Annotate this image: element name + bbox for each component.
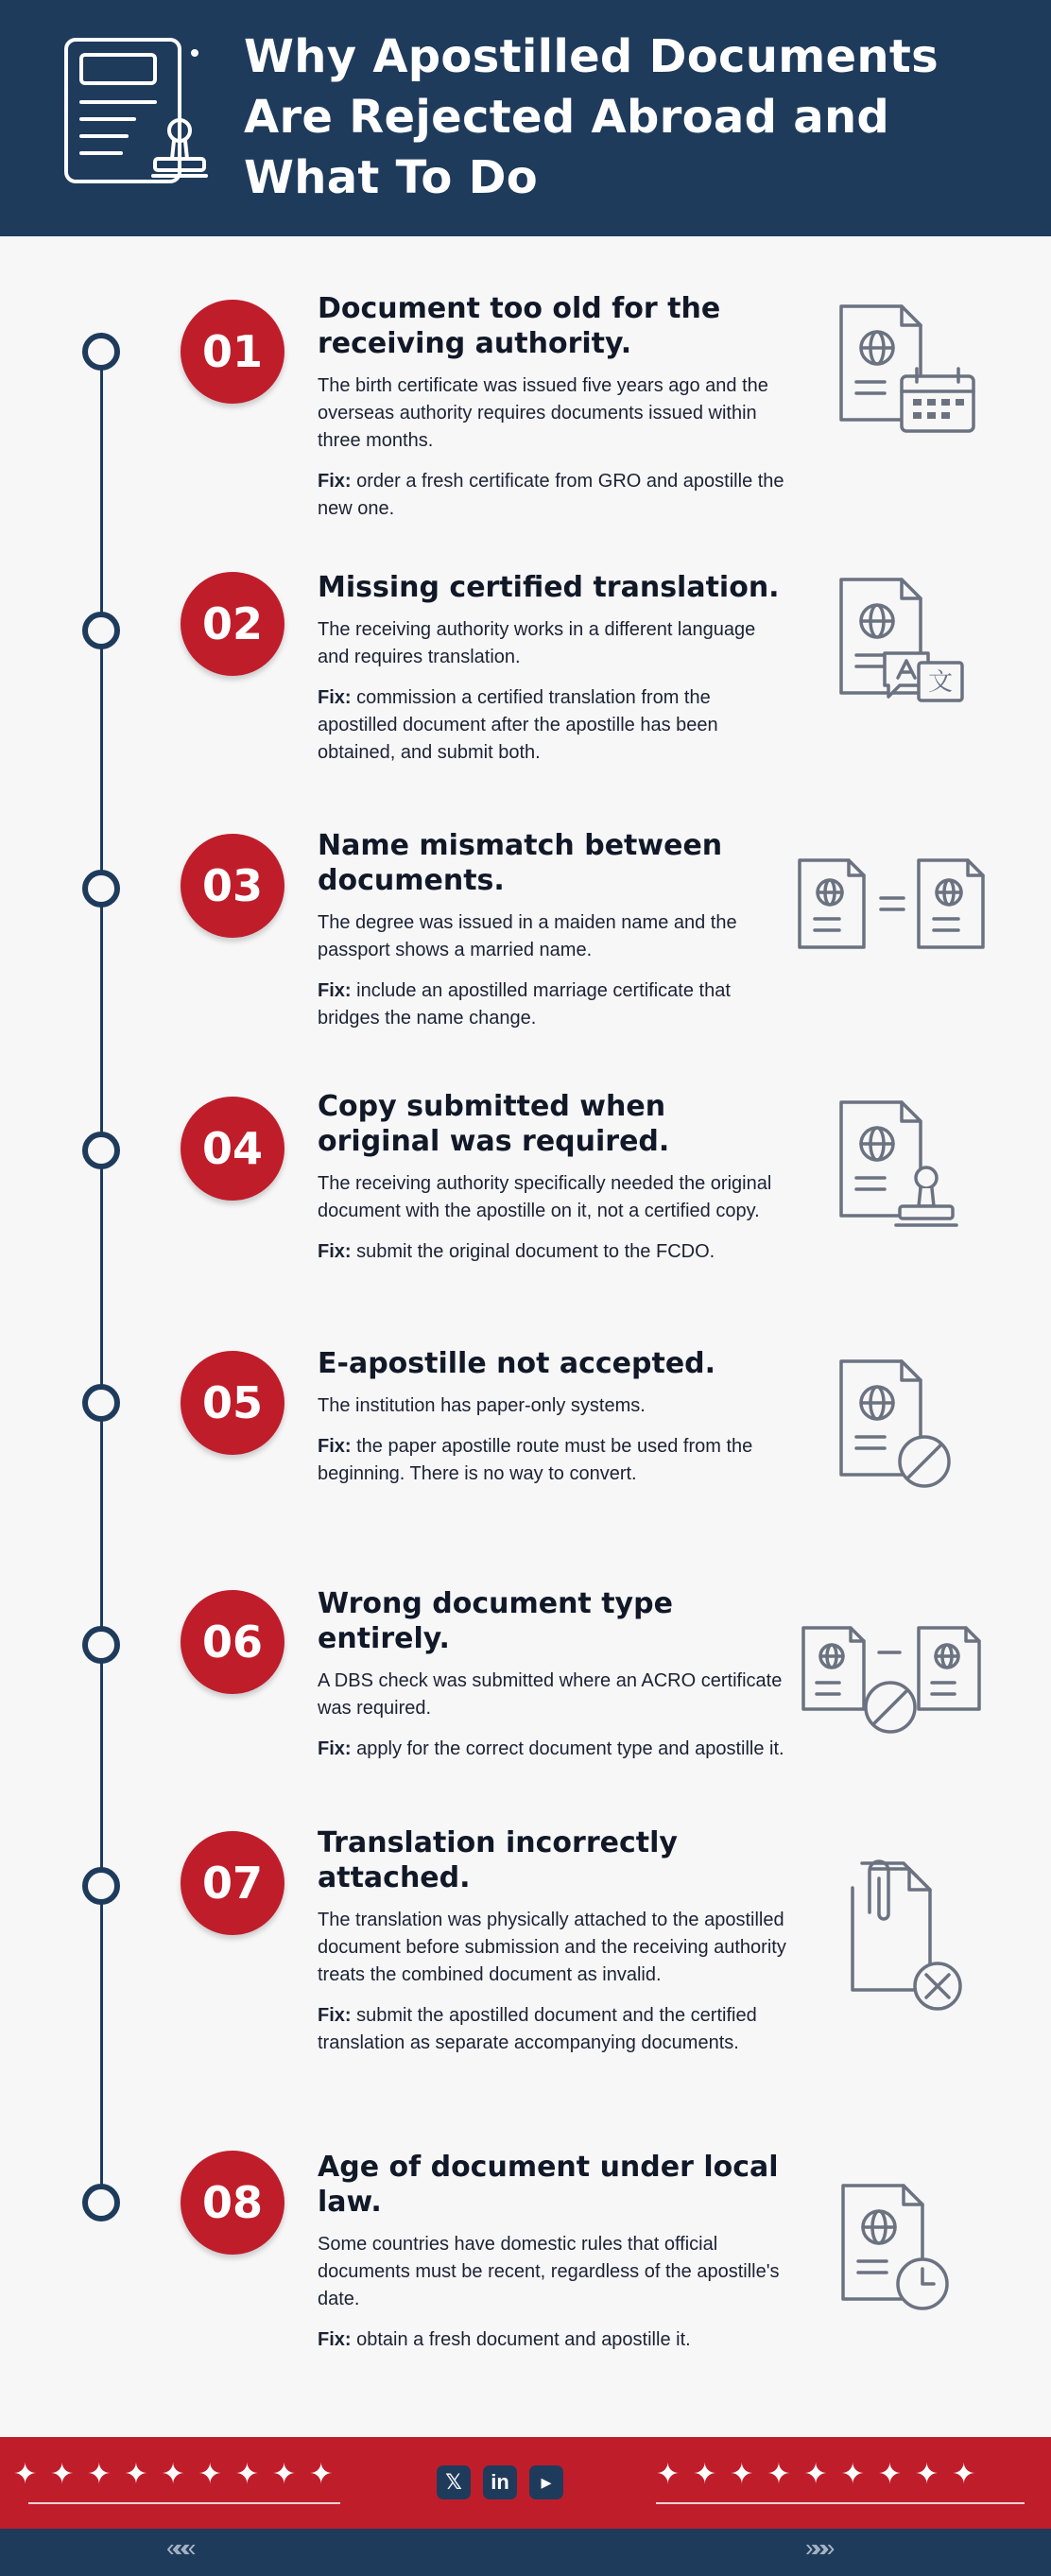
header-banner: [0, 0, 1051, 236]
item-description: The receiving authority works in a different language and requires translation.: [318, 619, 756, 667]
item-fix: [318, 1433, 790, 1488]
fix-label: Fix:: [318, 980, 352, 1001]
timeline-dot: [82, 1132, 120, 1169]
item-title: Age of document under local law.: [318, 2151, 779, 2219]
step-number-badge: 02: [181, 572, 284, 676]
item-fix: [318, 1238, 790, 1266]
footer-stars-left: ✦✦✦✦✦✦✦✦✦: [13, 2459, 347, 2490]
item-title: Name mismatch between documents.: [318, 829, 723, 897]
item-title: Missing certified translation.: [318, 571, 780, 604]
documents-equal-icon: [796, 856, 991, 951]
page-title: [244, 26, 1019, 208]
item-title: Translation incorrectly attached.: [318, 1826, 678, 1894]
passport-translation-icon: [834, 574, 985, 725]
item-description: The birth certificate was issued five years ago and the overseas authority requires documents issued within three months.: [318, 375, 768, 451]
step-number-badge: 04: [181, 1097, 284, 1201]
item-title: Copy submitted when original was required.: [318, 1090, 670, 1158]
timeline-dot: [82, 870, 120, 908]
item-title: Document too old for the receiving authority.: [318, 292, 721, 360]
item-title: Wrong document type entirely.: [318, 1587, 673, 1655]
item-fix: [318, 468, 790, 523]
timeline-dot: [82, 2184, 120, 2222]
item-title: E-apostille not accepted.: [318, 1347, 716, 1380]
fix-label: Fix:: [318, 2005, 352, 2026]
passport-prohibited-icon: [834, 1356, 956, 1497]
timeline-dot: [82, 1867, 120, 1905]
item-fix: [318, 2002, 790, 2057]
step-number-badge: 07: [181, 1831, 284, 1935]
youtube-social-icon[interactable]: ▸: [529, 2465, 563, 2499]
timeline-dot: [82, 1626, 120, 1664]
fix-label: Fix:: [318, 1738, 352, 1759]
item-description: The translation was physically attached to the apostilled document before submission and the receiving authority treats the combined document as invalid.: [318, 1910, 786, 1985]
title-line-2: Are Rejected Abroad and: [244, 91, 890, 144]
item-fix: [318, 977, 790, 1032]
item-content: [318, 570, 790, 767]
document-stamp-icon: [59, 32, 219, 193]
fix-text: include an apostilled marriage certificate that bridges the name change.: [318, 980, 731, 1029]
footer-divider-left: [28, 2502, 340, 2504]
item-content: [318, 1586, 790, 1763]
item-description: A DBS check was submitted where an ACRO certificate was required.: [318, 1670, 783, 1719]
fix-label: Fix:: [318, 1436, 352, 1457]
fix-text: the paper apostille route must be used from the beginning. There is no way to convert.: [318, 1436, 753, 1484]
documents-not-equal-icon: [800, 1624, 985, 1738]
fix-label: Fix:: [318, 2329, 352, 2350]
item-fix: [318, 2326, 790, 2354]
item-fix: [318, 1736, 790, 1763]
fix-text: apply for the correct document type and apostille it.: [356, 1738, 784, 1759]
x-social-icon[interactable]: 𝕏: [437, 2465, 471, 2499]
item-content: [318, 828, 790, 1032]
step-number-badge: 06: [181, 1590, 284, 1694]
step-number-badge: 08: [181, 2151, 284, 2255]
chevron-left-icon: «««: [166, 2533, 191, 2562]
passport-calendar-icon: [834, 301, 985, 442]
item-content: [318, 291, 790, 523]
fix-label: Fix:: [318, 687, 352, 708]
timeline-dot: [82, 1384, 120, 1422]
item-description: The degree was issued in a maiden name and the passport shows a married name.: [318, 912, 737, 960]
fix-text: submit the original document to the FCDO.: [356, 1241, 715, 1262]
timeline-dot: [82, 612, 120, 649]
item-content: [318, 1346, 790, 1488]
item-content: [318, 1089, 790, 1266]
item-content: [318, 2150, 790, 2354]
item-content: [318, 1825, 790, 2057]
item-description: Some countries have domestic rules that official documents must be recent, regardless of the apostille's date.: [318, 2234, 780, 2309]
fix-text: obtain a fresh document and apostille it.: [356, 2329, 691, 2350]
passport-stamp-icon: [834, 1097, 966, 1238]
footer-stars-right: ✦✦✦✦✦✦✦✦✦: [656, 2459, 990, 2490]
step-number-badge: 05: [181, 1351, 284, 1455]
fix-label: Fix:: [318, 1241, 352, 1262]
timeline-dot: [82, 333, 120, 371]
fix-text: commission a certified translation from the apostilled document after the apostille has been obtained, and submit both.: [318, 687, 718, 763]
svg-text:文: 文: [927, 668, 954, 697]
fix-text: order a fresh certificate from GRO and apostille the new one.: [318, 471, 784, 519]
fix-label: Fix:: [318, 471, 352, 492]
paperclip-document-cross-icon: [841, 1856, 973, 2016]
fix-text: submit the apostilled document and the certified translation as separate accompanying documents.: [318, 2005, 757, 2053]
item-fix: [318, 684, 790, 767]
title-line-3: What To Do: [244, 151, 539, 204]
item-description: The institution has paper-only systems.: [318, 1395, 646, 1416]
chevron-right-icon: »»»: [805, 2533, 830, 2562]
footer-bottom-band: [0, 2529, 1051, 2576]
step-number-badge: 01: [181, 300, 284, 404]
footer-divider-right: [656, 2502, 1025, 2504]
item-description: The receiving authority specifically needed the original document with the apostille on it, not a certified copy.: [318, 1173, 772, 1221]
linkedin-social-icon[interactable]: in: [483, 2465, 517, 2499]
title-line-1: Why Apostilled Documents: [244, 30, 939, 83]
passport-clock-icon: [836, 2180, 958, 2322]
step-number-badge: 03: [181, 834, 284, 938]
